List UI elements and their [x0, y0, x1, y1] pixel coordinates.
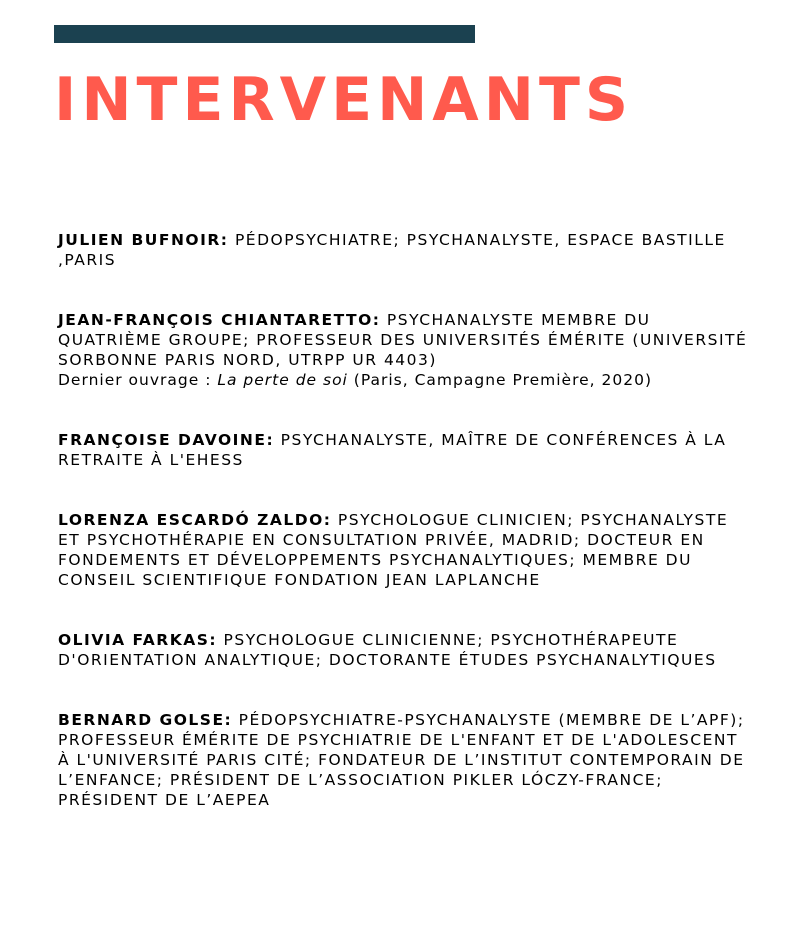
speaker-name: FRANÇOISE DAVOINE: — [58, 431, 275, 449]
speaker-entry — [58, 630, 748, 670]
latest-work-suffix: (Paris, Campagne Première, 2020) — [347, 371, 652, 389]
latest-work-line — [58, 370, 748, 390]
speaker-description: PSYCHOLOGUE CLINICIEN; PSYCHANALYSTE ET PSYCHOTHÉRAPIE EN CONSULTATION PRIVÉE, MADRID; DOCTEUR EN FONDEMENTS ET DÉVELOPPEMENTS PSYCHANALYTIQUES; MEMBRE DU CONSEIL SCIENTIFIQUE FONDATION JEAN LAPLANCHE — [58, 511, 729, 589]
latest-work-prefix: Dernier ouvrage : — [58, 371, 218, 389]
speaker-name: OLIVIA FARKAS: — [58, 631, 218, 649]
speaker-description: PÉDOPSYCHIATRE-PSYCHANALYSTE (MEMBRE DE L’APF); PROFESSEUR ÉMÉRITE DE PSYCHIATRIE DE L'ENFANT ET DE L'ADOLESCENT À L'UNIVERSITÉ PARIS CITÉ; FONDATEUR DE L’INSTITUT CONTEMPORAIN DE L’ENFANCE; PRÉSIDENT DE L’ASSOCIATION PIKLER LÓCZY-FRANCE; PRÉSIDENT DE L’AEPEA — [58, 711, 745, 809]
speaker-entry — [58, 710, 748, 810]
spacer — [58, 670, 748, 710]
speaker-entry — [58, 510, 748, 590]
speaker-description: PSYCHOLOGUE CLINICIENNE; PSYCHOTHÉRAPEUTE D'ORIENTATION ANALYTIQUE; DOCTORANTE ÉTUDES PSYCHANALYTIQUES — [58, 631, 717, 669]
speaker-entry — [58, 230, 748, 270]
speaker-description: PSYCHANALYSTE, MAÎTRE DE CONFÉRENCES À LA RETRAITE À L'EHESS — [58, 431, 727, 469]
speaker-name: BERNARD GOLSE: — [58, 711, 233, 729]
speaker-name: LORENZA ESCARDÓ ZALDO: — [58, 511, 332, 529]
speaker-description: PSYCHANALYSTE MEMBRE DU QUATRIÈME GROUPE; PROFESSEUR DES UNIVERSITÉS ÉMÉRITE (UNIVERSITÉ SORBONNE PARIS NORD, UTRPP UR 4403) — [58, 311, 748, 369]
latest-work-title: La perte de soi — [217, 371, 348, 389]
spacer — [58, 390, 748, 430]
speaker-name: JULIEN BUFNOIR: — [58, 231, 229, 249]
spacer — [58, 470, 748, 510]
page-title: INTERVENANTS — [54, 65, 634, 135]
spacer — [58, 270, 748, 310]
speaker-entry — [58, 310, 748, 370]
speaker-list — [58, 230, 748, 810]
spacer — [58, 590, 748, 630]
speaker-description: PÉDOPSYCHIATRE; PSYCHANALYSTE, ESPACE BASTILLE ,PARIS — [58, 231, 726, 269]
speaker-entry — [58, 430, 748, 470]
header-accent-bar — [54, 25, 475, 43]
speaker-name: JEAN-FRANÇOIS CHIANTARETTO: — [58, 311, 381, 329]
